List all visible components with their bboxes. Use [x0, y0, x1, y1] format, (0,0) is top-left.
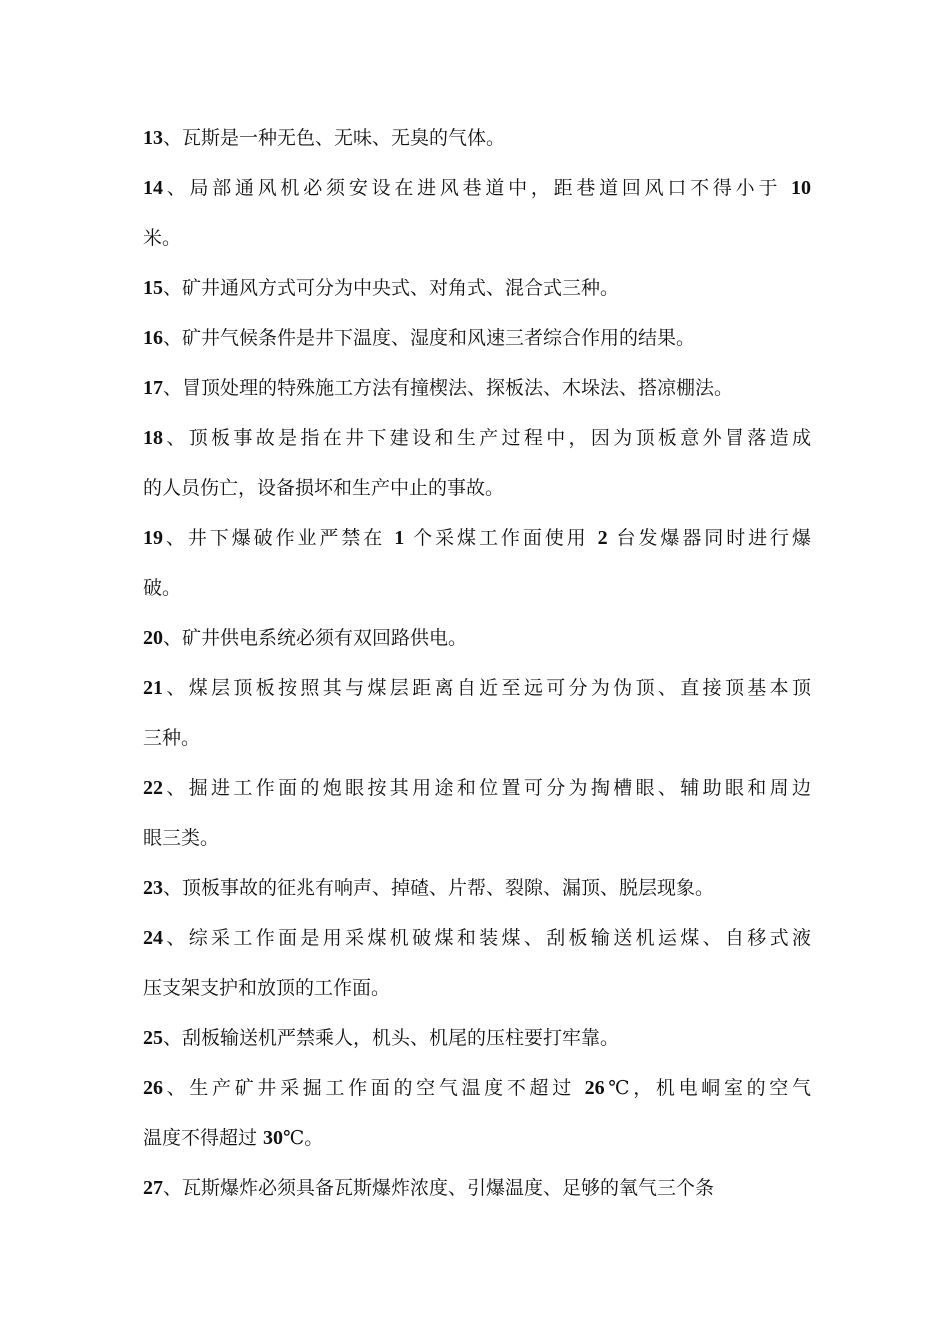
- item-text: 、顶板事故的征兆有响声、掉碴、片帮、裂隙、漏顶、脱层现象。: [163, 877, 715, 899]
- item-bold-value: 10: [791, 177, 811, 199]
- item-line: [143, 863, 811, 913]
- item-number: 25: [143, 1027, 163, 1049]
- item-text: 破。: [143, 577, 182, 599]
- item-text: 个采煤工作面使用: [404, 527, 598, 549]
- item-text: 、冒顶处理的特殊施工方法有撞楔法、探板法、木垛法、搭凉棚法。: [163, 377, 734, 399]
- item-line: [143, 913, 811, 963]
- item-bold-value: 1: [394, 527, 405, 549]
- item-text: 、瓦斯是一种无色、无味、无臭的气体。: [163, 127, 506, 149]
- item-number: 20: [143, 627, 163, 649]
- item-text: 三种。: [143, 727, 201, 749]
- item-number: 23: [143, 877, 163, 899]
- item-text: 、综采工作面是用采煤机破煤和装煤、刮板输送机运煤、自移式液: [163, 927, 811, 949]
- item-text: 眼三类。: [143, 827, 220, 849]
- item-number: 13: [143, 127, 163, 149]
- item-text: 、矿井通风方式可分为中央式、对角式、混合式三种。: [163, 277, 620, 299]
- item-number: 19: [143, 527, 163, 549]
- question-list: [143, 113, 811, 1213]
- item-text: 、矿井供电系统必须有双回路供电。: [163, 627, 468, 649]
- item-text: 温度不得超过: [143, 1127, 264, 1149]
- item-text: 、生产矿井采掘工作面的空气温度不超过: [163, 1077, 585, 1099]
- item-line: [143, 1063, 811, 1113]
- item-number: 14: [143, 177, 163, 199]
- item-bold-value: 30: [263, 1127, 284, 1149]
- item-line: [143, 413, 811, 463]
- item-number: 17: [143, 377, 163, 399]
- item-line: [143, 163, 811, 213]
- item-line: [143, 513, 811, 563]
- item-text: 的人员伤亡，设备损坏和生产中止的事故。: [143, 477, 505, 499]
- item-line: [143, 1163, 811, 1213]
- item-number: 24: [143, 927, 163, 949]
- item-line: [143, 313, 811, 363]
- item-continuation-line: [143, 1113, 811, 1163]
- item-line: [143, 763, 811, 813]
- item-line: [143, 663, 811, 713]
- item-text: 压支架支护和放顶的工作面。: [143, 977, 391, 999]
- item-number: 18: [143, 427, 163, 449]
- item-text: ℃。: [283, 1127, 324, 1149]
- item-line: [143, 363, 811, 413]
- item-text: 台发爆器同时进行爆: [607, 527, 811, 549]
- item-number: 16: [143, 327, 163, 349]
- item-continuation-line: [143, 563, 811, 613]
- item-text: ℃，机电峒室的空气: [604, 1077, 811, 1099]
- item-text: 、掘进工作面的炮眼按其用途和位置可分为掏槽眼、辅助眼和周边: [163, 777, 811, 799]
- item-line: [143, 1013, 811, 1063]
- item-text: 、顶板事故是指在井下建设和生产过程中，因为顶板意外冒落造成: [163, 427, 811, 449]
- item-text: 、刮板输送机严禁乘人，机头、机尾的压柱要打牢靠。: [163, 1027, 620, 1049]
- item-number: 27: [143, 1177, 163, 1199]
- item-text: 、煤层顶板按照其与煤层距离自近至远可分为伪顶、直接顶基本顶: [163, 677, 811, 699]
- item-continuation-line: [143, 963, 811, 1013]
- item-number: 26: [143, 1077, 163, 1099]
- item-number: 21: [143, 677, 163, 699]
- item-line: [143, 113, 811, 163]
- item-continuation-line: [143, 213, 811, 263]
- item-number: 22: [143, 777, 163, 799]
- item-continuation-line: [143, 463, 811, 513]
- item-text: 、局部通风机必须安设在进风巷道中，距巷道回风口不得小于: [163, 177, 791, 199]
- item-bold-value: 2: [597, 527, 608, 549]
- item-text: 、矿井气候条件是井下温度、湿度和风速三者综合作用的结果。: [163, 327, 696, 349]
- item-text: 、瓦斯爆炸必须具备瓦斯爆炸浓度、引爆温度、足够的氧气三个条: [163, 1177, 715, 1199]
- item-line: [143, 613, 811, 663]
- item-line: [143, 263, 811, 313]
- item-continuation-line: [143, 713, 811, 763]
- item-text: 、井下爆破作业严禁在: [163, 527, 395, 549]
- item-continuation-line: [143, 813, 811, 863]
- item-number: 15: [143, 277, 163, 299]
- item-bold-value: 26: [584, 1077, 605, 1099]
- item-text: 米。: [143, 227, 182, 249]
